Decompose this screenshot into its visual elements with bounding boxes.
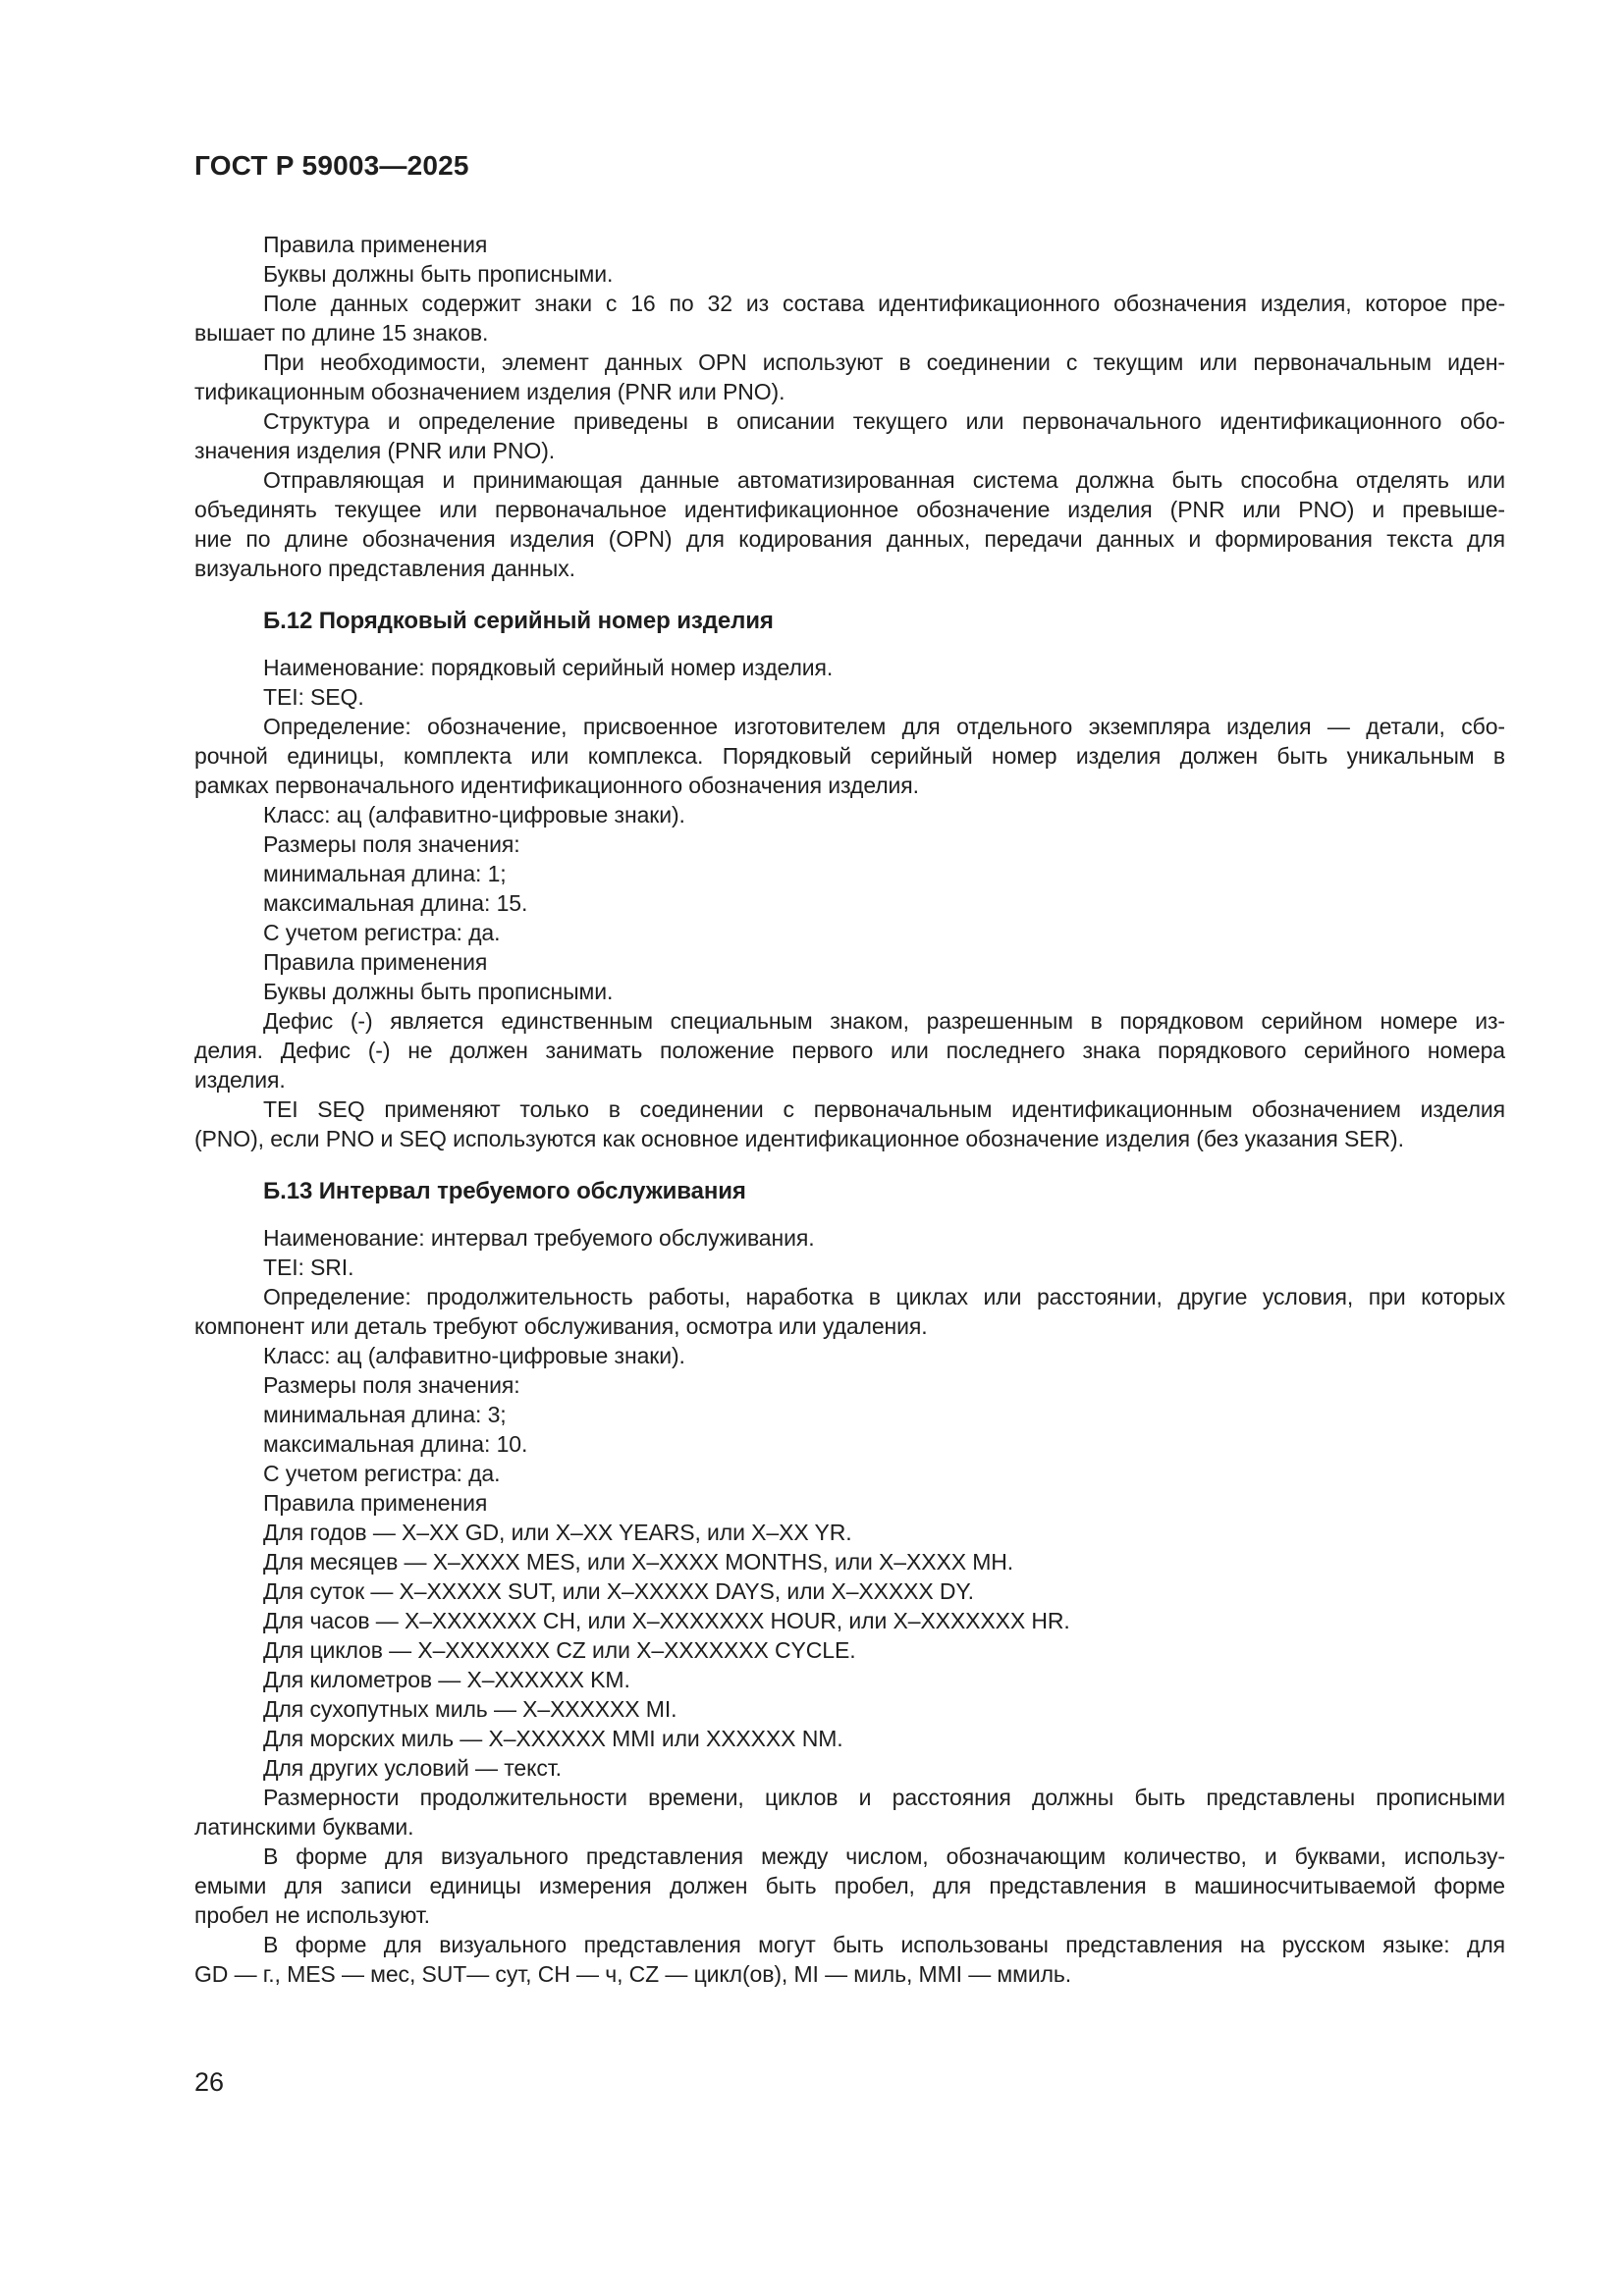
text-line: Класс: ац (алфавитно-цифровые знаки).: [263, 1343, 685, 1368]
text-line: Размеры поля значения:: [263, 831, 520, 857]
paragraph: [194, 682, 1505, 712]
text-line: Правила применения: [263, 949, 488, 975]
text-line: Для годов — X–XX GD, или X–XX YEARS, или X–XX YR.: [263, 1520, 852, 1545]
text-line: пробел не используют.: [194, 1902, 430, 1928]
paragraph: [194, 1400, 1505, 1429]
text-line: вышает по длине 15 знаков.: [194, 320, 489, 346]
paragraph: [194, 1547, 1505, 1576]
text-line: минимальная длина: 3;: [263, 1402, 507, 1427]
text-line: Правила применения: [263, 1490, 488, 1516]
text-line: Наименование: порядковый серийный номер изделия.: [263, 655, 834, 680]
text-line: TEI: SEQ.: [263, 684, 364, 710]
text-line: Правила применения: [263, 232, 488, 257]
paragraph: [194, 800, 1505, 829]
paragraph: [194, 1459, 1505, 1488]
text-line: TEI SEQ применяют только в соединении с первоначальным идентификационным обозначением изделия: [263, 1096, 1505, 1122]
paragraph: [194, 1429, 1505, 1459]
text-line: С учетом регистра: да.: [263, 920, 501, 945]
text-line: Поле данных содержит знаки с 16 по 32 из состава идентификационного обозначения изделия, которое пре-: [263, 291, 1505, 316]
text-line: Буквы должны быть прописными.: [263, 979, 614, 1004]
text-line: Для морских миль — X–XXXXXX MMI или XXXXXX NM.: [263, 1726, 843, 1751]
text-line: значения изделия (PNR или PNO).: [194, 438, 556, 463]
paragraph: [194, 1635, 1505, 1665]
text-line: Наименование: интервал требуемого обслуживания.: [263, 1225, 815, 1251]
page-number: 26: [194, 2067, 225, 2097]
text-line: Структура и определение приведены в описании текущего или первоначального идентификационного обо-: [263, 408, 1505, 434]
paragraph: [194, 289, 1505, 347]
paragraph: [194, 888, 1505, 918]
text-line: В форме для визуального представления могут быть использованы представления на русском языке: для: [263, 1932, 1505, 1957]
paragraph: [194, 1282, 1505, 1341]
paragraph: [194, 1223, 1505, 1253]
text-line: емыми для записи единицы измерения должен быть пробел, для представления в машиносчитываемой форме: [194, 1873, 1505, 1898]
text-line: ние по длине обозначения изделия (OPN) для кодирования данных, передачи данных и формирования текста для: [194, 526, 1505, 552]
text-line: объединять текущее или первоначальное идентификационное обозначение изделия (PNR или PNO) и превыше-: [194, 497, 1505, 522]
paragraph: [194, 1253, 1505, 1282]
paragraph: [194, 1606, 1505, 1635]
text-line: TEI: SRI.: [263, 1255, 354, 1280]
text-line: минимальная длина: 1;: [263, 861, 507, 886]
paragraph: [194, 1694, 1505, 1724]
paragraph: [194, 1095, 1505, 1153]
text-line: При необходимости, элемент данных OPN используют в соединении с текущим или первоначальным иден-: [263, 349, 1505, 375]
paragraph: [194, 1488, 1505, 1518]
text-line: максимальная длина: 15.: [263, 890, 528, 916]
text-line: Для других условий — текст.: [263, 1755, 562, 1781]
text-line: GD — г., MES — мес, SUT— сут, CH — ч, CZ — цикл(ов), MI — миль, MMI — ммиль.: [194, 1961, 1072, 1987]
text-line: делия. Дефис (-) не должен занимать положение первого или последнего знака порядкового серийного номера: [194, 1038, 1505, 1063]
paragraph: [194, 1518, 1505, 1547]
text-line: Для месяцев — X–XXXX MES, или X–XXXX MONTHS, или X–XXXX MH.: [263, 1549, 1014, 1575]
paragraph: [194, 465, 1505, 583]
paragraph: [194, 1753, 1505, 1783]
text-line: компонент или деталь требуют обслуживания, осмотра или удаления.: [194, 1313, 928, 1339]
text-line: Размеры поля значения:: [263, 1372, 520, 1398]
paragraph: [194, 1783, 1505, 1842]
section-heading: Б.12 Порядковый серийный номер изделия: [263, 608, 774, 634]
text-line: Определение: обозначение, присвоенное изготовителем для отдельного экземпляра изделия — детали, сбо-: [263, 714, 1505, 739]
text-line: Размерности продолжительности времени, циклов и расстояния должны быть представлены прописными: [263, 1785, 1505, 1810]
paragraph: [194, 230, 1505, 259]
text-line: визуального представления данных.: [194, 556, 575, 581]
document-body: [194, 230, 1505, 1989]
page-header: ГОСТ Р 59003—2025: [194, 150, 469, 181]
text-line: изделия.: [194, 1067, 286, 1093]
text-line: В форме для визуального представления между числом, обозначающим количество, и буквами, использу-: [263, 1843, 1505, 1869]
paragraph: [194, 1576, 1505, 1606]
text-line: латинскими буквами.: [194, 1814, 414, 1840]
paragraph: [194, 1341, 1505, 1370]
paragraph: [194, 1370, 1505, 1400]
paragraph: [194, 653, 1505, 682]
text-line: Отправляющая и принимающая данные автоматизированная система должна быть способна отделять или: [263, 467, 1505, 493]
text-line: Для сухопутных миль — X–XXXXXX MI.: [263, 1696, 677, 1722]
paragraph: [194, 1842, 1505, 1930]
text-line: Буквы должны быть прописными.: [263, 261, 614, 287]
paragraph: [194, 406, 1505, 465]
paragraph: [194, 1006, 1505, 1095]
text-line: рочной единицы, комплекта или комплекса. Порядковый серийный номер изделия должен быть уникальным в: [194, 743, 1505, 769]
paragraph: [194, 918, 1505, 947]
paragraph: [194, 259, 1505, 289]
section-heading: Б.13 Интервал требуемого обслуживания: [263, 1178, 746, 1204]
text-line: максимальная длина: 10.: [263, 1431, 528, 1457]
text-line: Для суток — X–XXXXX SUT, или X–XXXXX DAYS, или X–XXXXX DY.: [263, 1578, 974, 1604]
paragraph: [194, 347, 1505, 406]
paragraph: [194, 829, 1505, 859]
paragraph: [194, 859, 1505, 888]
paragraph: [194, 1665, 1505, 1694]
paragraph: [194, 1724, 1505, 1753]
text-line: Класс: ац (алфавитно-цифровые знаки).: [263, 802, 685, 828]
text-line: Для часов — X–XXXXXXX CH, или X–XXXXXXX HOUR, или X–XXXXXXX HR.: [263, 1608, 1070, 1633]
paragraph: [194, 1930, 1505, 1989]
paragraph: [194, 712, 1505, 800]
paragraph: [194, 947, 1505, 977]
text-line: Дефис (-) является единственным специальным знаком, разрешенным в порядковом серийном номере из-: [263, 1008, 1505, 1034]
text-line: Для километров — X–XXXXXX KM.: [263, 1667, 630, 1692]
text-line: тификационным обозначением изделия (PNR или PNO).: [194, 379, 785, 404]
text-line: С учетом регистра: да.: [263, 1461, 501, 1486]
text-line: Для циклов — X–XXXXXXX CZ или X–XXXXXXX CYCLE.: [263, 1637, 856, 1663]
text-line: (PNO), если PNO и SEQ используются как основное идентификационное обозначение изделия (без указания SER).: [194, 1126, 1404, 1151]
text-line: рамках первоначального идентификационного обозначения изделия.: [194, 773, 919, 798]
text-line: Определение: продолжительность работы, наработка в циклах или расстоянии, другие условия, при которых: [263, 1284, 1505, 1309]
paragraph: [194, 977, 1505, 1006]
